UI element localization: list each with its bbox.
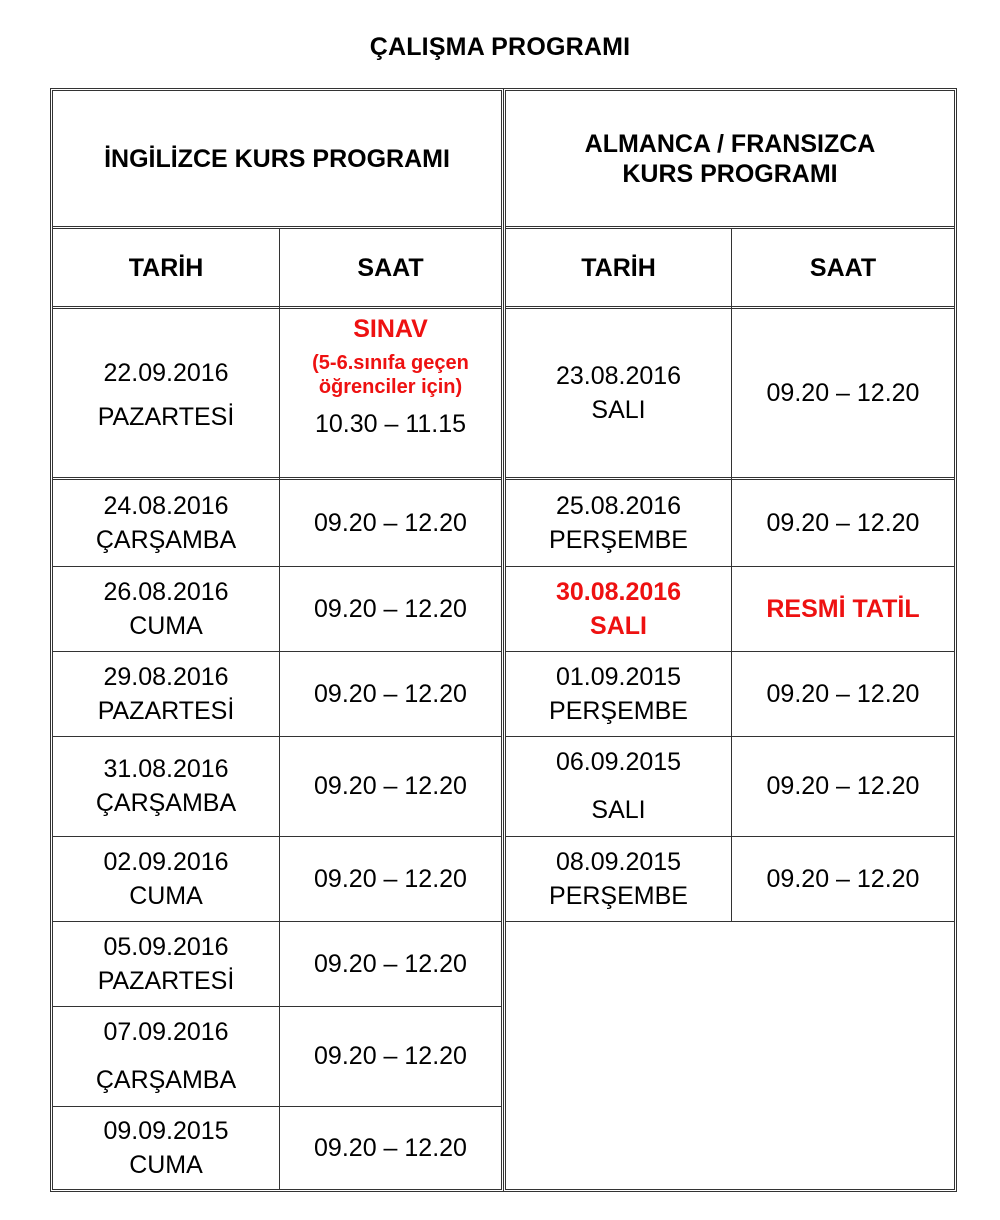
time-text: 09.20 – 12.20: [766, 772, 920, 800]
german-french-col-date-header: [506, 229, 731, 307]
table-row-time: [280, 1006, 501, 1106]
table-row-date: [506, 566, 731, 651]
day-text: PAZARTESİ: [97, 966, 235, 995]
german-french-heading-cell: [506, 91, 954, 226]
exam-note: (5-6.sınıfa geçen: [312, 352, 469, 374]
table-row-date: [506, 309, 731, 477]
table-row-time: [280, 921, 501, 1006]
day-text: ÇARŞAMBA: [95, 789, 237, 817]
table-row-date: [53, 651, 279, 736]
table-row-time: [280, 309, 501, 477]
day-text: SALI: [591, 796, 646, 824]
table-row-time: [732, 736, 954, 836]
time-text: 09.20 – 12.20: [766, 379, 920, 407]
date-text: 25.08.2016: [555, 492, 682, 520]
time-text: 09.20 – 12.20: [314, 679, 467, 708]
time-text: 10.30 – 11.15: [314, 410, 467, 438]
table-row-date: [53, 921, 279, 1006]
german-french-col-time-header: [732, 229, 954, 307]
table-row-time: [280, 651, 501, 736]
day-text: CUMA: [129, 881, 203, 910]
table-row-date: [53, 566, 279, 651]
english-heading-cell: [53, 91, 501, 226]
column-divider: [731, 229, 732, 921]
date-text: 29.08.2016: [103, 662, 229, 691]
table-row-time: [280, 566, 501, 651]
date-text: 23.08.2016: [555, 362, 682, 390]
column-divider: [279, 229, 280, 1189]
day-text: PAZARTESİ: [97, 696, 235, 725]
table-row-time: [732, 836, 954, 921]
date-text: 30.08.2016: [555, 577, 682, 606]
time-text: 09.20 – 12.20: [314, 949, 467, 978]
time-text: 09.20 – 12.20: [314, 864, 467, 893]
time-text: 09.20 – 12.20: [766, 679, 920, 708]
time-text: 09.20 – 12.20: [766, 509, 920, 537]
date-text: 02.09.2016: [103, 847, 229, 876]
time-text: 09.20 – 12.20: [766, 864, 920, 893]
table-row-time: [280, 836, 501, 921]
time-text: 09.20 – 12.20: [314, 594, 467, 623]
day-text: PERŞEMBE: [549, 526, 688, 554]
date-text: 31.08.2016: [103, 755, 229, 783]
german-french-schedule-table: [503, 88, 957, 1192]
page-title: ÇALIŞMA PROGRAMI: [369, 33, 631, 61]
table-row-time: [280, 480, 501, 566]
german-french-heading-line1: ALMANCA / FRANSIZCA: [584, 129, 876, 158]
day-text: PERŞEMBE: [549, 696, 688, 725]
time-text: 09.20 – 12.20: [314, 1133, 467, 1162]
date-text: 24.08.2016: [103, 492, 229, 520]
day-text: SALI: [590, 611, 647, 640]
day-text: ÇARŞAMBA: [95, 526, 237, 554]
table-row-time: [732, 566, 954, 651]
english-schedule-table: [50, 88, 504, 1192]
table-row-date: [53, 480, 279, 566]
table-row-date: [506, 480, 731, 566]
date-text: 05.09.2016: [103, 932, 229, 961]
table-row-date: [53, 736, 279, 836]
table-row-time: [280, 736, 501, 836]
table-row-date: [53, 1006, 279, 1106]
table-row-time: [732, 651, 954, 736]
date-text: 06.09.2015: [555, 748, 682, 776]
english-heading: İNGİLİZCE KURS PROGRAMI: [104, 144, 450, 173]
date-text: 26.08.2016: [103, 577, 229, 606]
col-date-label: TARİH: [581, 253, 656, 282]
table-row-date: [53, 309, 279, 477]
holiday-label: RESMİ TATİL: [766, 594, 920, 623]
table-row-time: [732, 309, 954, 477]
day-text: SALI: [591, 396, 646, 424]
day-text: ÇARŞAMBA: [95, 1066, 237, 1094]
table-row-time: [732, 480, 954, 566]
table-row-time: [280, 1106, 501, 1189]
time-text: 09.20 – 12.20: [314, 772, 467, 800]
exam-label: SINAV: [353, 315, 428, 343]
table-row-date: [53, 836, 279, 921]
empty-cell: [506, 922, 954, 1189]
english-col-time-header: [280, 229, 501, 307]
english-col-date-header: [53, 229, 279, 307]
table-row-date: [506, 736, 731, 836]
col-time-label: SAAT: [809, 253, 877, 282]
day-text: CUMA: [129, 1150, 203, 1179]
day-text: PAZARTESİ: [97, 403, 235, 431]
date-text: 09.09.2015: [103, 1116, 229, 1145]
table-row-date: [506, 651, 731, 736]
date-text: 01.09.2015: [555, 662, 682, 691]
day-text: PERŞEMBE: [549, 881, 688, 910]
col-date-label: TARİH: [128, 253, 204, 282]
table-row-date: [53, 1106, 279, 1189]
german-french-heading-line2: KURS PROGRAMI: [622, 159, 838, 188]
date-text: 07.09.2016: [103, 1018, 229, 1046]
date-text: 08.09.2015: [555, 847, 682, 876]
time-text: 09.20 – 12.20: [314, 1042, 467, 1070]
col-time-label: SAAT: [357, 253, 424, 282]
table-row-date: [506, 836, 731, 921]
time-text: 09.20 – 12.20: [314, 509, 467, 537]
exam-note: öğrenciler için): [318, 376, 463, 398]
day-text: CUMA: [129, 611, 203, 640]
date-text: 22.09.2016: [103, 359, 229, 387]
